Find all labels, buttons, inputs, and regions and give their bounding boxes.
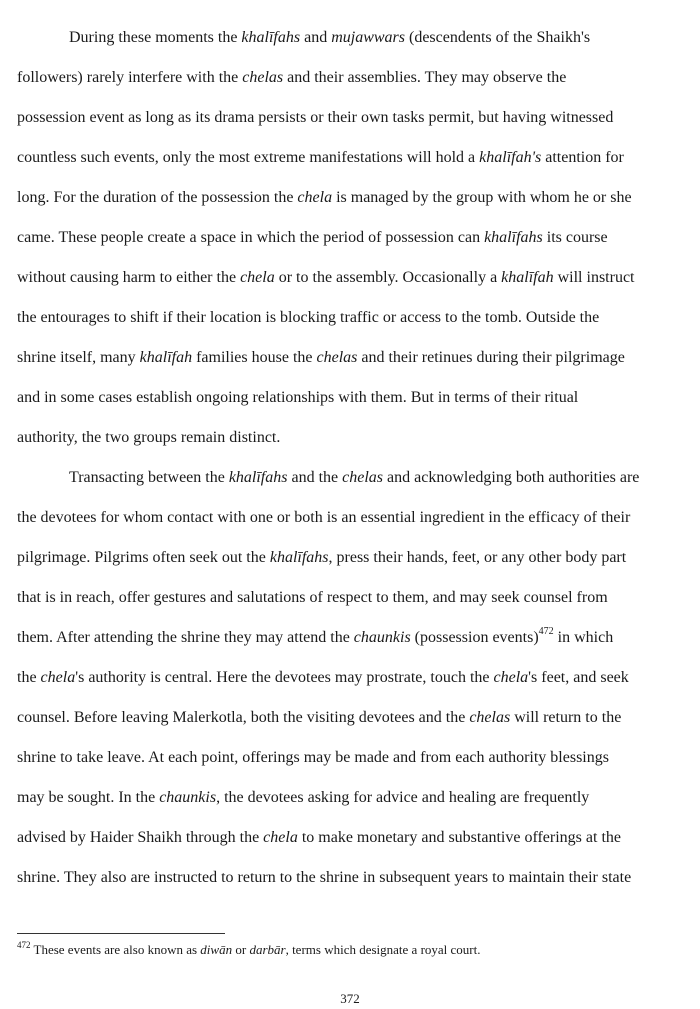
text-line [17, 778, 687, 818]
text-run: These events are also known as [30, 942, 201, 957]
text-run: will return to the [510, 709, 622, 726]
text-line [17, 858, 687, 898]
text-run: shrine. They also are instructed to return to the shrine in subsequent years to maintain their state [17, 869, 632, 886]
italic-term: khalīfahs [484, 229, 543, 246]
text-line [17, 18, 687, 58]
text-line [17, 738, 687, 778]
italic-term: chelas [469, 709, 511, 726]
italic-term: khalīfah [501, 269, 554, 286]
text-run: will instruct [553, 269, 635, 286]
text-line [17, 698, 687, 738]
italic-term: chelas [316, 349, 358, 366]
text-run: , terms which designate a royal court. [285, 942, 481, 957]
italic-term: chela [40, 669, 76, 686]
text-line [17, 218, 687, 258]
text-run: is managed by the group with whom he or she [332, 189, 632, 206]
text-run: and acknowledging both authorities are [383, 469, 640, 486]
text-run: may be sought. In the [17, 789, 160, 806]
text-run: the devotees for whom contact with one or both is an essential ingredient in the efficacy of their [17, 509, 631, 526]
text-run: the [17, 669, 41, 686]
italic-term: chelas [242, 69, 284, 86]
text-run: advised by Haider Shaikh through the [17, 829, 264, 846]
text-run: possession event as long as its drama persists or their own tasks permit, but having witnessed [17, 109, 614, 126]
text-run: families house the [192, 349, 317, 366]
text-run: or to the assembly. Occasionally a [274, 269, 502, 286]
text-run: 's feet, and seek [528, 669, 629, 686]
text-run: counsel. Before leaving Malerkotla, both the visiting devotees and the [17, 709, 470, 726]
text-run: came. These people create a space in which the period of possession can [17, 229, 485, 246]
italic-term: chelas [342, 469, 384, 486]
paragraph [17, 18, 687, 458]
text-run: (possession events) [410, 629, 539, 646]
footnote-text [31, 942, 481, 957]
italic-term: chaunkis [159, 789, 217, 806]
body-text [17, 18, 687, 898]
italic-term: khalīfah's [479, 149, 542, 166]
text-line [17, 58, 687, 98]
italic-term: mujawwars [331, 29, 405, 46]
text-line [17, 458, 687, 498]
text-line [17, 418, 687, 458]
italic-term: chela [263, 829, 298, 846]
text-run: without causing harm to either the [17, 269, 241, 286]
italic-term: khalīfahs [269, 549, 329, 566]
text-run: , the devotees asking for advice and healing are frequently [216, 789, 590, 806]
italic-term: chela [240, 269, 275, 286]
text-run: Transacting between the [69, 469, 229, 486]
text-run: followers) rarely interfere with the [17, 69, 243, 86]
text-line [17, 298, 687, 338]
text-run: (descendents of the Shaikh's [405, 29, 591, 46]
text-line [17, 498, 687, 538]
text-run: to make monetary and substantive offerings at the [297, 829, 621, 846]
text-line [17, 258, 687, 298]
page-number: 372 [340, 991, 360, 1006]
text-line [17, 138, 687, 178]
text-run: long. For the duration of the possession the [17, 189, 298, 206]
italic-term: darbār [249, 942, 286, 957]
text-line [17, 818, 687, 858]
text-run: shrine to take leave. At each point, offerings may be made and from each authority blessings [17, 749, 609, 766]
text-run: the entourages to shift if their location is blocking traffic or access to the tomb. Outside the [17, 309, 600, 326]
text-line [17, 618, 687, 658]
text-run: and their assemblies. They may observe the [283, 69, 567, 86]
italic-term: chela [297, 189, 333, 206]
footnote-number: 472 [17, 939, 31, 950]
text-run: and in some cases establish ongoing relationships with them. But in terms of their ritual [17, 389, 579, 406]
text-line [17, 578, 687, 618]
text-run: and their retinues during their pilgrimage [357, 349, 625, 366]
footnote-reference: 472 [538, 625, 554, 637]
text-run: or [232, 942, 250, 957]
text-run: During these moments the [69, 29, 242, 46]
text-run: its course [542, 229, 608, 246]
footnote-divider [17, 933, 225, 934]
footnote [17, 940, 687, 960]
paragraph [17, 458, 687, 898]
text-run: , press their hands, feet, or any other body part [328, 549, 627, 566]
text-line [17, 98, 687, 138]
italic-term: khalīfahs [228, 469, 288, 486]
text-run: and [300, 29, 332, 46]
text-run: countless such events, only the most extreme manifestations will hold a [17, 149, 480, 166]
text-run: pilgrimage. Pilgrims often seek out the [17, 549, 270, 566]
text-line [17, 658, 687, 698]
italic-term: chela [493, 669, 529, 686]
text-run: shrine itself, many [17, 349, 140, 366]
text-line [17, 178, 687, 218]
text-run: in which [553, 629, 614, 646]
text-line [17, 538, 687, 578]
text-run: that is in reach, offer gestures and salutations of respect to them, and may seek counsel from [17, 589, 608, 606]
italic-term: khalīfahs [241, 29, 301, 46]
text-run: 's authority is central. Here the devotees may prostrate, touch the [75, 669, 494, 686]
text-run: attention for [541, 149, 624, 166]
italic-term: khalīfah [139, 349, 193, 366]
italic-term: chaunkis [353, 629, 411, 646]
text-run: and the [287, 469, 343, 486]
italic-term: diwān [200, 942, 233, 957]
text-line [17, 378, 687, 418]
text-line [17, 338, 687, 378]
text-run: authority, the two groups remain distinct. [17, 429, 281, 446]
text-run: them. After attending the shrine they may attend the [17, 629, 354, 646]
